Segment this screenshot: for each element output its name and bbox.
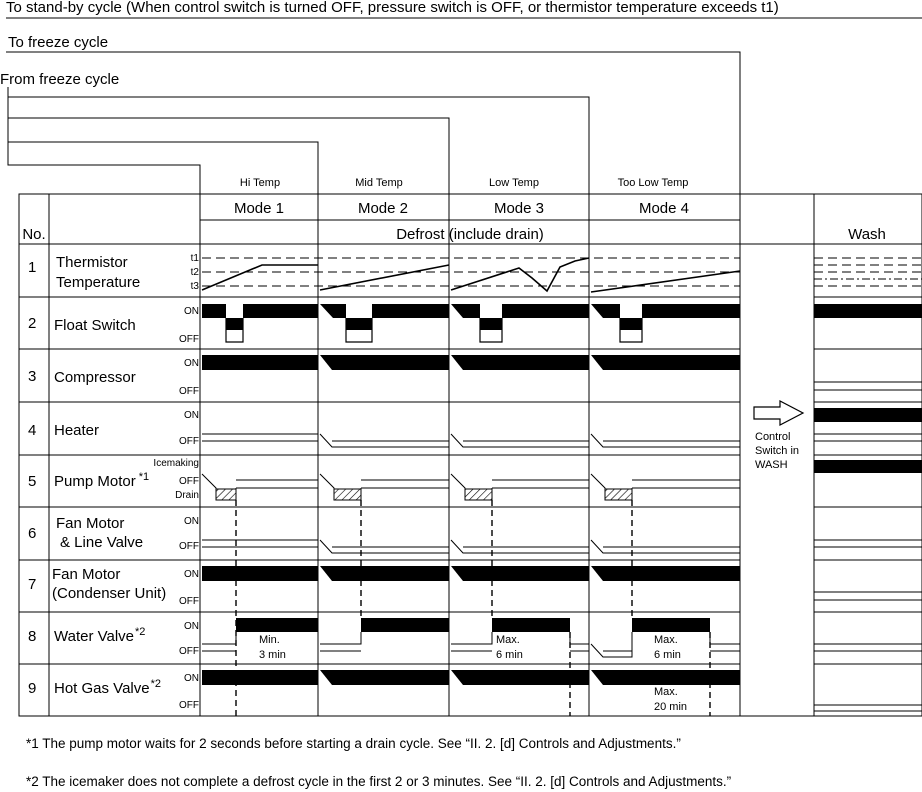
svg-text:ON: ON: [184, 569, 199, 580]
svg-text:& Line Valve: & Line Valve: [60, 534, 144, 551]
svg-text:Pump Motor*1: Pump Motor $^{*1}$: [54, 471, 150, 490]
svg-text:ON: ON: [184, 516, 199, 527]
svg-text:OFF: OFF: [179, 541, 199, 552]
mode-header: Mode 1: [233, 200, 285, 217]
svg-text:6: 6: [28, 525, 37, 542]
svg-text:Water Valve*2: Water Valve$^{*2}$: [54, 626, 146, 645]
svg-text:3: 3: [28, 368, 37, 385]
svg-text:Heater: Heater: [54, 422, 100, 439]
control-note: WASH: [755, 459, 788, 471]
svg-text:ON: ON: [184, 621, 199, 632]
svg-text:ON: ON: [184, 673, 199, 684]
max-note: Max.: [654, 686, 678, 698]
max-note: 20 min: [654, 701, 688, 713]
svg-text:Compressor: Compressor: [54, 369, 136, 386]
svg-text:(Condenser Unit): (Condenser Unit): [52, 585, 167, 602]
temp-label: Mid Temp: [355, 177, 403, 189]
svg-text:1: 1: [28, 259, 37, 276]
control-note: Control: [755, 431, 791, 443]
svg-text:t1: t1: [190, 253, 199, 264]
control-note: Switch in: [755, 445, 800, 457]
mode-header: Mode 3: [493, 200, 545, 217]
svg-text:Hot Gas Valve*2: Hot Gas Valve$^{*2}$: [54, 678, 162, 697]
svg-text:Temperature: Temperature: [56, 274, 141, 291]
min-note: Min.: [259, 634, 280, 646]
svg-text:2: 2: [28, 315, 37, 332]
svg-text:Icemaking: Icemaking: [153, 458, 199, 469]
svg-text:Fan Motor: Fan Motor: [52, 566, 121, 583]
max-note: Max.: [654, 634, 678, 646]
svg-text:t3: t3: [190, 281, 199, 292]
mode-header: Mode 2: [357, 200, 409, 217]
svg-text:ON: ON: [184, 410, 199, 421]
svg-text:5: 5: [28, 473, 37, 490]
defrost-header: Defrost (include drain): [396, 226, 544, 243]
svg-text:OFF: OFF: [179, 334, 199, 345]
max-note: Max.: [496, 634, 520, 646]
arrow-right-icon: [754, 401, 803, 425]
svg-text:ON: ON: [184, 306, 199, 317]
svg-text:7: 7: [28, 576, 37, 593]
min-note: 3 min: [259, 649, 286, 661]
mode-header: Mode 4: [638, 200, 690, 217]
level-labels: [153, 253, 199, 711]
to-freeze-label: To freeze cycle: [8, 34, 109, 51]
footnote-2: *2 The icemaker does not complete a defrost cycle in the first 2 or 3 minutes. See “II. 2. [d] Controls and Adjustments.”: [26, 774, 732, 789]
from-freeze-label: From freeze cycle: [0, 71, 120, 88]
svg-text:t2: t2: [190, 267, 199, 278]
svg-text:OFF: OFF: [179, 476, 199, 487]
no-header: No.: [22, 226, 46, 243]
wash-header: Wash: [848, 226, 886, 243]
svg-text:Float Switch: Float Switch: [54, 317, 136, 334]
max-note: 6 min: [654, 649, 681, 661]
max-note: 6 min: [496, 649, 523, 661]
svg-text:Fan Motor: Fan Motor: [56, 515, 125, 532]
temp-label: Hi Temp: [239, 177, 281, 189]
svg-text:4: 4: [28, 422, 37, 439]
svg-text:OFF: OFF: [179, 700, 199, 711]
svg-text:Thermistor: Thermistor: [56, 254, 128, 271]
temp-label: Low Temp: [489, 177, 539, 189]
temp-label: Too Low Temp: [617, 177, 689, 189]
svg-text:OFF: OFF: [179, 646, 199, 657]
svg-text:8: 8: [28, 628, 37, 645]
svg-text:ON: ON: [184, 358, 199, 369]
svg-text:OFF: OFF: [179, 386, 199, 397]
svg-text:OFF: OFF: [179, 596, 199, 607]
svg-text:Drain: Drain: [175, 490, 199, 501]
svg-text:OFF: OFF: [179, 436, 199, 447]
footnote-1: *1 The pump motor waits for 2 seconds before starting a drain cycle. See “II. 2. [d] Controls and Adjustments.”: [26, 736, 681, 751]
svg-text:9: 9: [28, 680, 37, 697]
standby-title: To stand-by cycle (When control switch is turned OFF, pressure switch is OFF, or thermistor temperature exceeds t1): [6, 0, 779, 16]
